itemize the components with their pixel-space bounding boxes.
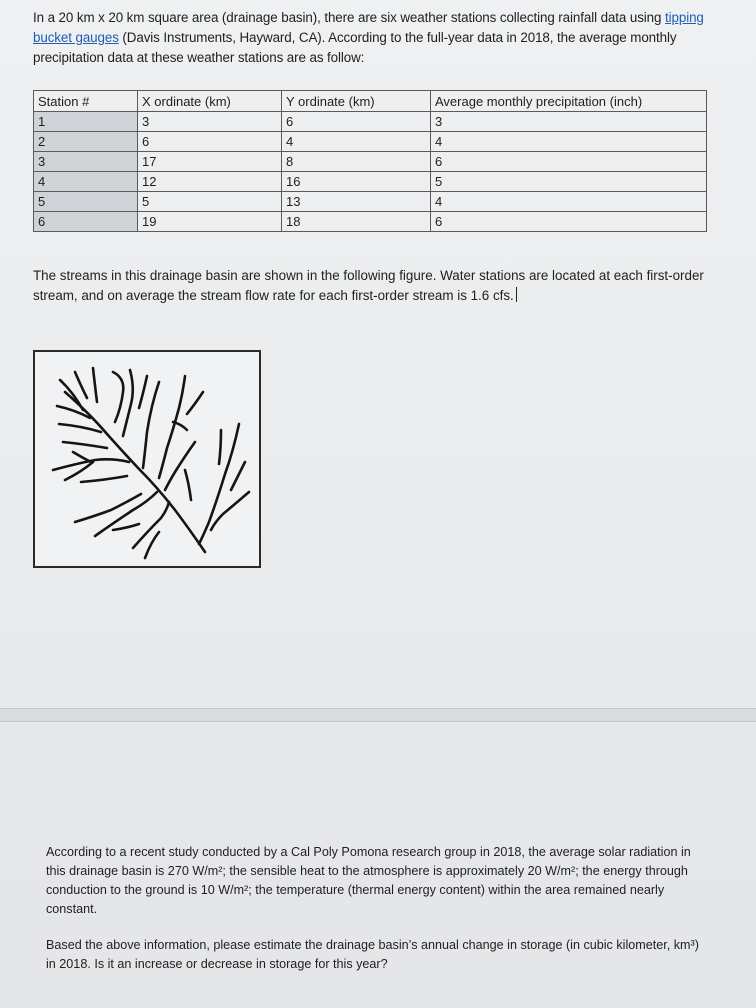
cell-x: 12 [138, 172, 282, 192]
cell-station: 5 [34, 192, 138, 212]
cell-y: 16 [282, 172, 431, 192]
header-station: Station # [34, 91, 138, 112]
question-paragraph: Based the above information, please estimate the drainage basin’s annual change in storage (in cubic kilometer, km³) in 2018. Is it an increase or decrease in storage for this year? [46, 938, 699, 971]
intro-text-end: (Davis Instruments, Hayward, CA). According to the full-year data in 2018, the average monthly precipitation data at these weather stations are as follow: [33, 30, 677, 65]
table-header-row [34, 91, 707, 112]
cell-x: 17 [138, 152, 282, 172]
streams-text: The streams in this drainage basin are shown in the following figure. Water stations are located at each first-order stream, and on average the stream flow rate for each first-order stream is 1.6 cfs. [33, 268, 704, 303]
energy-paragraph: According to a recent study conducted by a Cal Poly Pomona research group in 2018, the average solar radiation in this drainage basin is 270 W/m²; the sensible heat to the atmosphere is approximately 20 W/m²; the energy through conduction to the ground is 10 W/m²; the temperature (thermal energy content) within the area remained nearly constant. [46, 845, 691, 916]
header-y: Y ordinate (km) [282, 91, 431, 112]
cell-precip: 6 [431, 212, 707, 232]
table-row [34, 152, 707, 172]
intro-paragraph [33, 8, 723, 68]
text-cursor [516, 287, 517, 302]
stream-network-icon [35, 352, 259, 566]
intro-text-start: In a 20 km x 20 km square area (drainage basin), there are six weather stations collecting rainfall data using [33, 10, 665, 25]
table-row [34, 212, 707, 232]
header-x: X ordinate (km) [138, 91, 282, 112]
cell-y: 6 [282, 112, 431, 132]
cell-precip: 4 [431, 132, 707, 152]
station-table [33, 90, 707, 232]
stream-network-figure [33, 350, 261, 568]
cell-station: 3 [34, 152, 138, 172]
cell-station: 1 [34, 112, 138, 132]
cell-station: 2 [34, 132, 138, 152]
table-row [34, 132, 707, 152]
cell-station: 6 [34, 212, 138, 232]
cell-x: 3 [138, 112, 282, 132]
table-row [34, 192, 707, 212]
cell-precip: 6 [431, 152, 707, 172]
cell-precip: 5 [431, 172, 707, 192]
cell-y: 13 [282, 192, 431, 212]
header-precip: Average monthly precipitation (inch) [431, 91, 707, 112]
tipping-bucket-gauges-link[interactable]: tipping bucket gauges [33, 10, 704, 45]
cell-x: 5 [138, 192, 282, 212]
cell-precip: 4 [431, 192, 707, 212]
streams-paragraph[interactable] [33, 266, 723, 306]
table-row [34, 112, 707, 132]
cell-y: 4 [282, 132, 431, 152]
cell-y: 8 [282, 152, 431, 172]
cell-station: 4 [34, 172, 138, 192]
cell-precip: 3 [431, 112, 707, 132]
table-row [34, 172, 707, 192]
cell-x: 19 [138, 212, 282, 232]
cell-y: 18 [282, 212, 431, 232]
cell-x: 6 [138, 132, 282, 152]
page-divider [0, 708, 756, 722]
